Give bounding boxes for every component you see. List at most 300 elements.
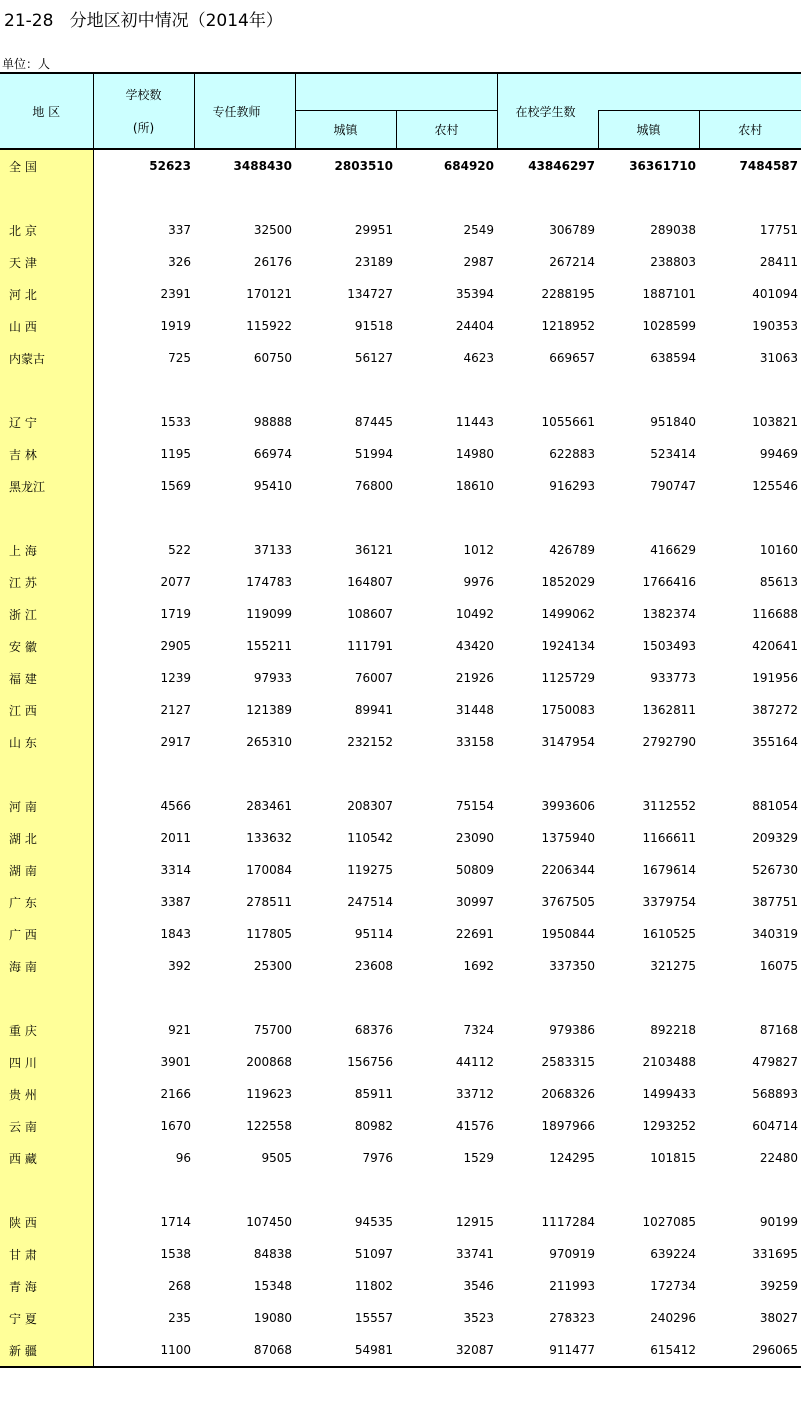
region-cell: 江 西 bbox=[0, 694, 93, 726]
header-schools bbox=[93, 73, 194, 149]
teachers-cell: 122558 bbox=[246, 1119, 292, 1133]
students-urban-cell: 321275 bbox=[650, 959, 696, 973]
students-cell: 1125729 bbox=[541, 671, 595, 685]
table-row bbox=[0, 1046, 801, 1078]
students-rural-cell: 7484587 bbox=[739, 159, 798, 173]
students-cell: 43846297 bbox=[528, 159, 595, 173]
students-urban-cell: 1610525 bbox=[642, 927, 696, 941]
schools-cell: 1538 bbox=[160, 1247, 191, 1261]
schools-cell bbox=[93, 982, 194, 1014]
teachers-rural-cell: 24404 bbox=[455, 319, 494, 333]
students-urban-cell: 638594 bbox=[650, 351, 696, 365]
teachers-rural-cell: 75154 bbox=[455, 799, 494, 813]
students-urban-cell: 1362811 bbox=[642, 703, 696, 717]
students-cell: 211993 bbox=[549, 1279, 595, 1293]
header-students-spacer bbox=[598, 73, 801, 111]
table-row bbox=[0, 854, 801, 886]
teachers-cell: 15348 bbox=[253, 1279, 292, 1293]
teachers-cell bbox=[194, 374, 295, 406]
teachers-cell: 170084 bbox=[246, 863, 292, 877]
students-cell: 2583315 bbox=[541, 1055, 595, 1069]
table-row bbox=[0, 886, 801, 918]
teachers-cell: 115922 bbox=[246, 319, 292, 333]
students-rural-cell: 191956 bbox=[752, 671, 798, 685]
region-cell: 江 苏 bbox=[0, 566, 93, 598]
students-cell: 2068326 bbox=[541, 1087, 595, 1101]
schools-cell: 2391 bbox=[160, 287, 191, 301]
students-cell: 3147954 bbox=[541, 735, 595, 749]
students-cell: 267214 bbox=[549, 255, 595, 269]
spacer-row bbox=[0, 758, 801, 790]
teachers-rural-cell: 4623 bbox=[463, 351, 494, 365]
region-cell: 河 南 bbox=[0, 790, 93, 822]
students-urban-cell: 101815 bbox=[650, 1151, 696, 1165]
teachers-rural-cell bbox=[396, 182, 497, 214]
header-teachers-rural: 农村 bbox=[396, 111, 497, 150]
students-urban-cell: 238803 bbox=[650, 255, 696, 269]
schools-cell: 3901 bbox=[160, 1055, 191, 1069]
students-urban-cell bbox=[598, 502, 699, 534]
teachers-urban-cell: 119275 bbox=[347, 863, 393, 877]
students-rural-cell: 90199 bbox=[759, 1215, 798, 1229]
table-row bbox=[0, 694, 801, 726]
students-cell: 337350 bbox=[549, 959, 595, 973]
table-row bbox=[0, 310, 801, 342]
teachers-rural-cell: 41576 bbox=[455, 1119, 494, 1133]
teachers-urban-cell: 108607 bbox=[347, 607, 393, 621]
students-cell: 970919 bbox=[549, 1247, 595, 1261]
teachers-cell: 97933 bbox=[253, 671, 292, 685]
table-row bbox=[0, 598, 801, 630]
students-cell: 426789 bbox=[549, 543, 595, 557]
teachers-urban-cell: 76007 bbox=[354, 671, 393, 685]
teachers-cell: 174783 bbox=[246, 575, 292, 589]
teachers-urban-cell: 23608 bbox=[354, 959, 393, 973]
table-row bbox=[0, 662, 801, 694]
spacer-row bbox=[0, 1174, 801, 1206]
schools-cell: 1569 bbox=[160, 479, 191, 493]
teachers-urban-cell: 51097 bbox=[354, 1247, 393, 1261]
spacer-row bbox=[0, 502, 801, 534]
region-cell: 甘 肃 bbox=[0, 1238, 93, 1270]
students-cell bbox=[497, 182, 598, 214]
region-cell: 四 川 bbox=[0, 1046, 93, 1078]
teachers-rural-cell: 50809 bbox=[455, 863, 494, 877]
table-row bbox=[0, 1110, 801, 1142]
table-row bbox=[0, 342, 801, 374]
students-cell: 1218952 bbox=[541, 319, 595, 333]
table-row bbox=[0, 1270, 801, 1302]
students-urban-cell: 1166611 bbox=[642, 831, 696, 845]
students-rural-cell: 39259 bbox=[759, 1279, 798, 1293]
students-urban-cell: 639224 bbox=[650, 1247, 696, 1261]
students-urban-cell: 36361710 bbox=[629, 159, 696, 173]
teachers-cell: 117805 bbox=[246, 927, 292, 941]
students-cell: 669657 bbox=[549, 351, 595, 365]
students-cell: 1750083 bbox=[541, 703, 595, 717]
region-cell: 贵 州 bbox=[0, 1078, 93, 1110]
spacer-row bbox=[0, 182, 801, 214]
region-cell: 湖 北 bbox=[0, 822, 93, 854]
region-cell: 天 津 bbox=[0, 246, 93, 278]
schools-cell: 1719 bbox=[160, 607, 191, 621]
table-row bbox=[0, 149, 801, 182]
students-rural-cell: 103821 bbox=[752, 415, 798, 429]
teachers-rural-cell: 14980 bbox=[455, 447, 494, 461]
teachers-rural-cell: 2987 bbox=[463, 255, 494, 269]
table-title: 21-28 分地区初中情况（2014年） bbox=[4, 11, 283, 31]
students-rural-cell: 355164 bbox=[752, 735, 798, 749]
students-urban-cell: 933773 bbox=[650, 671, 696, 685]
schools-cell: 1100 bbox=[93, 1334, 194, 1367]
teachers-urban-cell: 76800 bbox=[354, 479, 393, 493]
teachers-urban-cell: 247514 bbox=[347, 895, 393, 909]
schools-cell: 4566 bbox=[160, 799, 191, 813]
region-cell: 内蒙古 bbox=[0, 342, 93, 374]
teachers-cell: 75700 bbox=[253, 1023, 292, 1037]
region-cell: 浙 江 bbox=[0, 598, 93, 630]
teachers-rural-cell: 1012 bbox=[463, 543, 494, 557]
teachers-rural-cell: 33741 bbox=[455, 1247, 494, 1261]
unit-label: 单位：人 bbox=[2, 57, 51, 71]
students-rural-cell: 85613 bbox=[759, 575, 798, 589]
students-urban-cell bbox=[598, 758, 699, 790]
schools-cell: 96 bbox=[175, 1151, 191, 1165]
schools-cell: 1714 bbox=[160, 1215, 191, 1229]
schools-cell: 1670 bbox=[160, 1119, 191, 1133]
students-cell: 1950844 bbox=[541, 927, 595, 941]
teachers-cell bbox=[194, 502, 295, 534]
teachers-rural-cell: 32087 bbox=[396, 1334, 497, 1367]
table-row bbox=[0, 566, 801, 598]
students-urban-cell: 892218 bbox=[650, 1023, 696, 1037]
teachers-rural-cell: 23090 bbox=[455, 831, 494, 845]
students-urban-cell: 615412 bbox=[598, 1334, 699, 1367]
teachers-urban-cell: 111791 bbox=[347, 639, 393, 653]
region-cell: 上 海 bbox=[0, 534, 93, 566]
teachers-cell: 66974 bbox=[253, 447, 292, 461]
students-rural-cell: 99469 bbox=[759, 447, 798, 461]
students-rural-cell: 340319 bbox=[752, 927, 798, 941]
schools-cell: 2166 bbox=[160, 1087, 191, 1101]
region-cell: 陕 西 bbox=[0, 1206, 93, 1238]
students-rural-cell bbox=[699, 502, 801, 534]
region-cell: 山 东 bbox=[0, 726, 93, 758]
students-urban-cell: 951840 bbox=[650, 415, 696, 429]
teachers-cell: 3488430 bbox=[233, 159, 292, 173]
students-urban-cell: 1887101 bbox=[642, 287, 696, 301]
teachers-rural-cell: 1529 bbox=[463, 1151, 494, 1165]
teachers-rural-cell bbox=[396, 1174, 497, 1206]
table-row bbox=[0, 630, 801, 662]
teachers-cell: 170121 bbox=[246, 287, 292, 301]
students-urban-cell: 3112552 bbox=[642, 799, 696, 813]
students-rural-cell: 190353 bbox=[752, 319, 798, 333]
teachers-cell: 283461 bbox=[246, 799, 292, 813]
region-cell bbox=[0, 758, 93, 790]
students-rural-cell: 420641 bbox=[752, 639, 798, 653]
header-students: 在校学生数 bbox=[497, 73, 598, 149]
teachers-cell: 37133 bbox=[253, 543, 292, 557]
students-rural-cell: 479827 bbox=[752, 1055, 798, 1069]
students-rural-cell bbox=[699, 758, 801, 790]
table-row bbox=[0, 822, 801, 854]
region-cell: 黑龙江 bbox=[0, 470, 93, 502]
table-body bbox=[0, 149, 801, 1367]
schools-cell: 2077 bbox=[160, 575, 191, 589]
table-row bbox=[0, 1238, 801, 1270]
students-urban-cell bbox=[598, 374, 699, 406]
students-urban-cell: 1679614 bbox=[642, 863, 696, 877]
teachers-cell: 95410 bbox=[253, 479, 292, 493]
students-urban-cell: 1293252 bbox=[642, 1119, 696, 1133]
teachers-rural-cell: 35394 bbox=[455, 287, 494, 301]
students-rural-cell: 10160 bbox=[759, 543, 798, 557]
students-cell bbox=[497, 1174, 598, 1206]
schools-cell: 1239 bbox=[160, 671, 191, 685]
teachers-urban-cell: 80982 bbox=[354, 1119, 393, 1133]
students-rural-cell: 568893 bbox=[752, 1087, 798, 1101]
teachers-urban-cell bbox=[295, 502, 396, 534]
students-rural-cell: 209329 bbox=[752, 831, 798, 845]
students-cell: 1897966 bbox=[541, 1119, 595, 1133]
teachers-rural-cell: 22691 bbox=[455, 927, 494, 941]
students-rural-cell: 401094 bbox=[752, 287, 798, 301]
students-cell: 979386 bbox=[549, 1023, 595, 1037]
students-urban-cell: 416629 bbox=[650, 543, 696, 557]
table-row bbox=[0, 1078, 801, 1110]
teachers-cell: 87068 bbox=[194, 1334, 295, 1367]
students-cell: 1375940 bbox=[541, 831, 595, 845]
students-cell: 1852029 bbox=[541, 575, 595, 589]
region-cell: 青 海 bbox=[0, 1270, 93, 1302]
students-rural-cell: 22480 bbox=[759, 1151, 798, 1165]
teachers-rural-cell: 3523 bbox=[463, 1311, 494, 1325]
teachers-urban-cell: 56127 bbox=[354, 351, 393, 365]
students-rural-cell bbox=[699, 182, 801, 214]
teachers-rural-cell: 31448 bbox=[455, 703, 494, 717]
students-rural-cell: 387272 bbox=[752, 703, 798, 717]
spacer-row bbox=[0, 374, 801, 406]
schools-cell: 268 bbox=[168, 1279, 191, 1293]
header-students-urban: 城镇 bbox=[598, 111, 699, 150]
region-cell: 新 疆 bbox=[0, 1334, 93, 1367]
students-rural-cell: 387751 bbox=[752, 895, 798, 909]
students-cell: 2288195 bbox=[541, 287, 595, 301]
teachers-urban-cell: 91518 bbox=[354, 319, 393, 333]
region-cell: 福 建 bbox=[0, 662, 93, 694]
header-schools-label: 学校数 bbox=[125, 88, 162, 102]
teachers-rural-cell: 11443 bbox=[455, 415, 494, 429]
teachers-cell: 19080 bbox=[253, 1311, 292, 1325]
header-teachers-urban: 城镇 bbox=[295, 111, 396, 150]
teachers-rural-cell: 12915 bbox=[455, 1215, 494, 1229]
teachers-rural-cell: 2549 bbox=[463, 223, 494, 237]
teachers-urban-cell bbox=[295, 374, 396, 406]
schools-cell: 392 bbox=[168, 959, 191, 973]
region-cell bbox=[0, 982, 93, 1014]
students-cell bbox=[497, 758, 598, 790]
teachers-urban-cell: 11802 bbox=[354, 1279, 393, 1293]
schools-cell: 1195 bbox=[160, 447, 191, 461]
teachers-cell: 60750 bbox=[253, 351, 292, 365]
teachers-rural-cell: 21926 bbox=[455, 671, 494, 685]
table-row bbox=[0, 1206, 801, 1238]
schools-cell: 52623 bbox=[149, 159, 191, 173]
teachers-urban-cell: 2803510 bbox=[334, 159, 393, 173]
header-teachers: 专任教师 bbox=[194, 73, 295, 149]
region-cell: 山 西 bbox=[0, 310, 93, 342]
teachers-rural-cell: 18610 bbox=[455, 479, 494, 493]
schools-cell: 725 bbox=[168, 351, 191, 365]
schools-cell: 3387 bbox=[160, 895, 191, 909]
students-urban-cell: 1503493 bbox=[642, 639, 696, 653]
teachers-urban-cell: 23189 bbox=[354, 255, 393, 269]
schools-cell: 326 bbox=[168, 255, 191, 269]
teachers-urban-cell: 134727 bbox=[347, 287, 393, 301]
students-rural-cell: 116688 bbox=[752, 607, 798, 621]
students-cell bbox=[497, 982, 598, 1014]
table-row bbox=[0, 214, 801, 246]
region-cell: 云 南 bbox=[0, 1110, 93, 1142]
region-cell: 广 东 bbox=[0, 886, 93, 918]
students-rural-cell: 16075 bbox=[759, 959, 798, 973]
teachers-cell: 26176 bbox=[253, 255, 292, 269]
table-row bbox=[0, 1014, 801, 1046]
region-cell: 北 京 bbox=[0, 214, 93, 246]
students-rural-cell bbox=[699, 982, 801, 1014]
teachers-urban-cell: 208307 bbox=[347, 799, 393, 813]
students-rural-cell: 28411 bbox=[759, 255, 798, 269]
table-row bbox=[0, 246, 801, 278]
table-row bbox=[0, 1302, 801, 1334]
students-cell: 2206344 bbox=[541, 863, 595, 877]
teachers-rural-cell bbox=[396, 982, 497, 1014]
teachers-urban-cell: 110542 bbox=[347, 831, 393, 845]
region-cell: 湖 南 bbox=[0, 854, 93, 886]
students-rural-cell bbox=[699, 1174, 801, 1206]
table-row bbox=[0, 534, 801, 566]
teachers-rural-cell bbox=[396, 502, 497, 534]
teachers-rural-cell: 9976 bbox=[463, 575, 494, 589]
students-cell: 1055661 bbox=[541, 415, 595, 429]
teachers-cell: 119623 bbox=[246, 1087, 292, 1101]
teachers-rural-cell: 1692 bbox=[463, 959, 494, 973]
teachers-urban-cell: 156756 bbox=[347, 1055, 393, 1069]
teachers-rural-cell: 44112 bbox=[455, 1055, 494, 1069]
schools-cell bbox=[93, 758, 194, 790]
teachers-urban-cell bbox=[295, 1174, 396, 1206]
students-urban-cell: 1028599 bbox=[642, 319, 696, 333]
schools-cell: 1919 bbox=[160, 319, 191, 333]
teachers-rural-cell bbox=[396, 758, 497, 790]
teachers-cell: 200868 bbox=[246, 1055, 292, 1069]
header-students-rural: 农村 bbox=[699, 111, 801, 150]
teachers-cell: 155211 bbox=[246, 639, 292, 653]
table-row bbox=[0, 1142, 801, 1174]
students-cell: 3993606 bbox=[541, 799, 595, 813]
schools-cell: 921 bbox=[168, 1023, 191, 1037]
teachers-rural-cell: 684920 bbox=[443, 159, 494, 173]
teachers-urban-cell: 54981 bbox=[295, 1334, 396, 1367]
students-urban-cell: 790747 bbox=[650, 479, 696, 493]
teachers-cell bbox=[194, 1174, 295, 1206]
students-cell: 1924134 bbox=[541, 639, 595, 653]
students-rural-cell: 38027 bbox=[759, 1311, 798, 1325]
region-cell: 广 西 bbox=[0, 918, 93, 950]
students-urban-cell: 1766416 bbox=[642, 575, 696, 589]
schools-cell bbox=[93, 182, 194, 214]
students-rural-cell: 296065 bbox=[699, 1334, 801, 1367]
teachers-urban-cell: 29951 bbox=[354, 223, 393, 237]
students-rural-cell: 31063 bbox=[759, 351, 798, 365]
region-cell bbox=[0, 374, 93, 406]
teachers-rural-cell bbox=[396, 374, 497, 406]
teachers-rural-cell: 33712 bbox=[455, 1087, 494, 1101]
students-cell: 124295 bbox=[549, 1151, 595, 1165]
table-row bbox=[0, 790, 801, 822]
students-urban-cell bbox=[598, 182, 699, 214]
students-urban-cell: 2103488 bbox=[642, 1055, 696, 1069]
students-cell: 916293 bbox=[549, 479, 595, 493]
students-urban-cell: 240296 bbox=[650, 1311, 696, 1325]
students-rural-cell: 604714 bbox=[752, 1119, 798, 1133]
teachers-rural-cell: 10492 bbox=[455, 607, 494, 621]
teachers-urban-cell: 51994 bbox=[354, 447, 393, 461]
teachers-cell: 9505 bbox=[261, 1151, 292, 1165]
teachers-urban-cell: 36121 bbox=[354, 543, 393, 557]
schools-cell: 522 bbox=[168, 543, 191, 557]
students-cell bbox=[497, 374, 598, 406]
students-rural-cell: 125546 bbox=[752, 479, 798, 493]
table-row bbox=[0, 1334, 801, 1367]
region-cell: 吉 林 bbox=[0, 438, 93, 470]
region-cell: 海 南 bbox=[0, 950, 93, 982]
teachers-cell bbox=[194, 982, 295, 1014]
teachers-cell: 278511 bbox=[246, 895, 292, 909]
students-cell: 1117284 bbox=[541, 1215, 595, 1229]
region-cell: 辽 宁 bbox=[0, 406, 93, 438]
students-cell: 911477 bbox=[497, 1334, 598, 1367]
students-rural-cell bbox=[699, 374, 801, 406]
region-cell bbox=[0, 182, 93, 214]
teachers-urban-cell bbox=[295, 182, 396, 214]
students-cell: 622883 bbox=[549, 447, 595, 461]
region-cell: 重 庆 bbox=[0, 1014, 93, 1046]
teachers-urban-cell: 164807 bbox=[347, 575, 393, 589]
students-cell: 306789 bbox=[549, 223, 595, 237]
teachers-cell: 119099 bbox=[246, 607, 292, 621]
schools-cell: 235 bbox=[168, 1311, 191, 1325]
table-row bbox=[0, 470, 801, 502]
region-cell: 西 藏 bbox=[0, 1142, 93, 1174]
teachers-cell: 98888 bbox=[253, 415, 292, 429]
schools-cell: 2011 bbox=[160, 831, 191, 845]
teachers-cell: 265310 bbox=[246, 735, 292, 749]
region-cell: 宁 夏 bbox=[0, 1302, 93, 1334]
students-cell: 1499062 bbox=[541, 607, 595, 621]
students-urban-cell: 1382374 bbox=[642, 607, 696, 621]
schools-cell: 3314 bbox=[160, 863, 191, 877]
teachers-cell: 107450 bbox=[246, 1215, 292, 1229]
students-rural-cell: 87168 bbox=[759, 1023, 798, 1037]
teachers-urban-cell: 232152 bbox=[347, 735, 393, 749]
table-row bbox=[0, 726, 801, 758]
students-urban-cell: 2792790 bbox=[642, 735, 696, 749]
students-urban-cell bbox=[598, 982, 699, 1014]
spacer-row bbox=[0, 982, 801, 1014]
teachers-rural-cell: 7324 bbox=[463, 1023, 494, 1037]
